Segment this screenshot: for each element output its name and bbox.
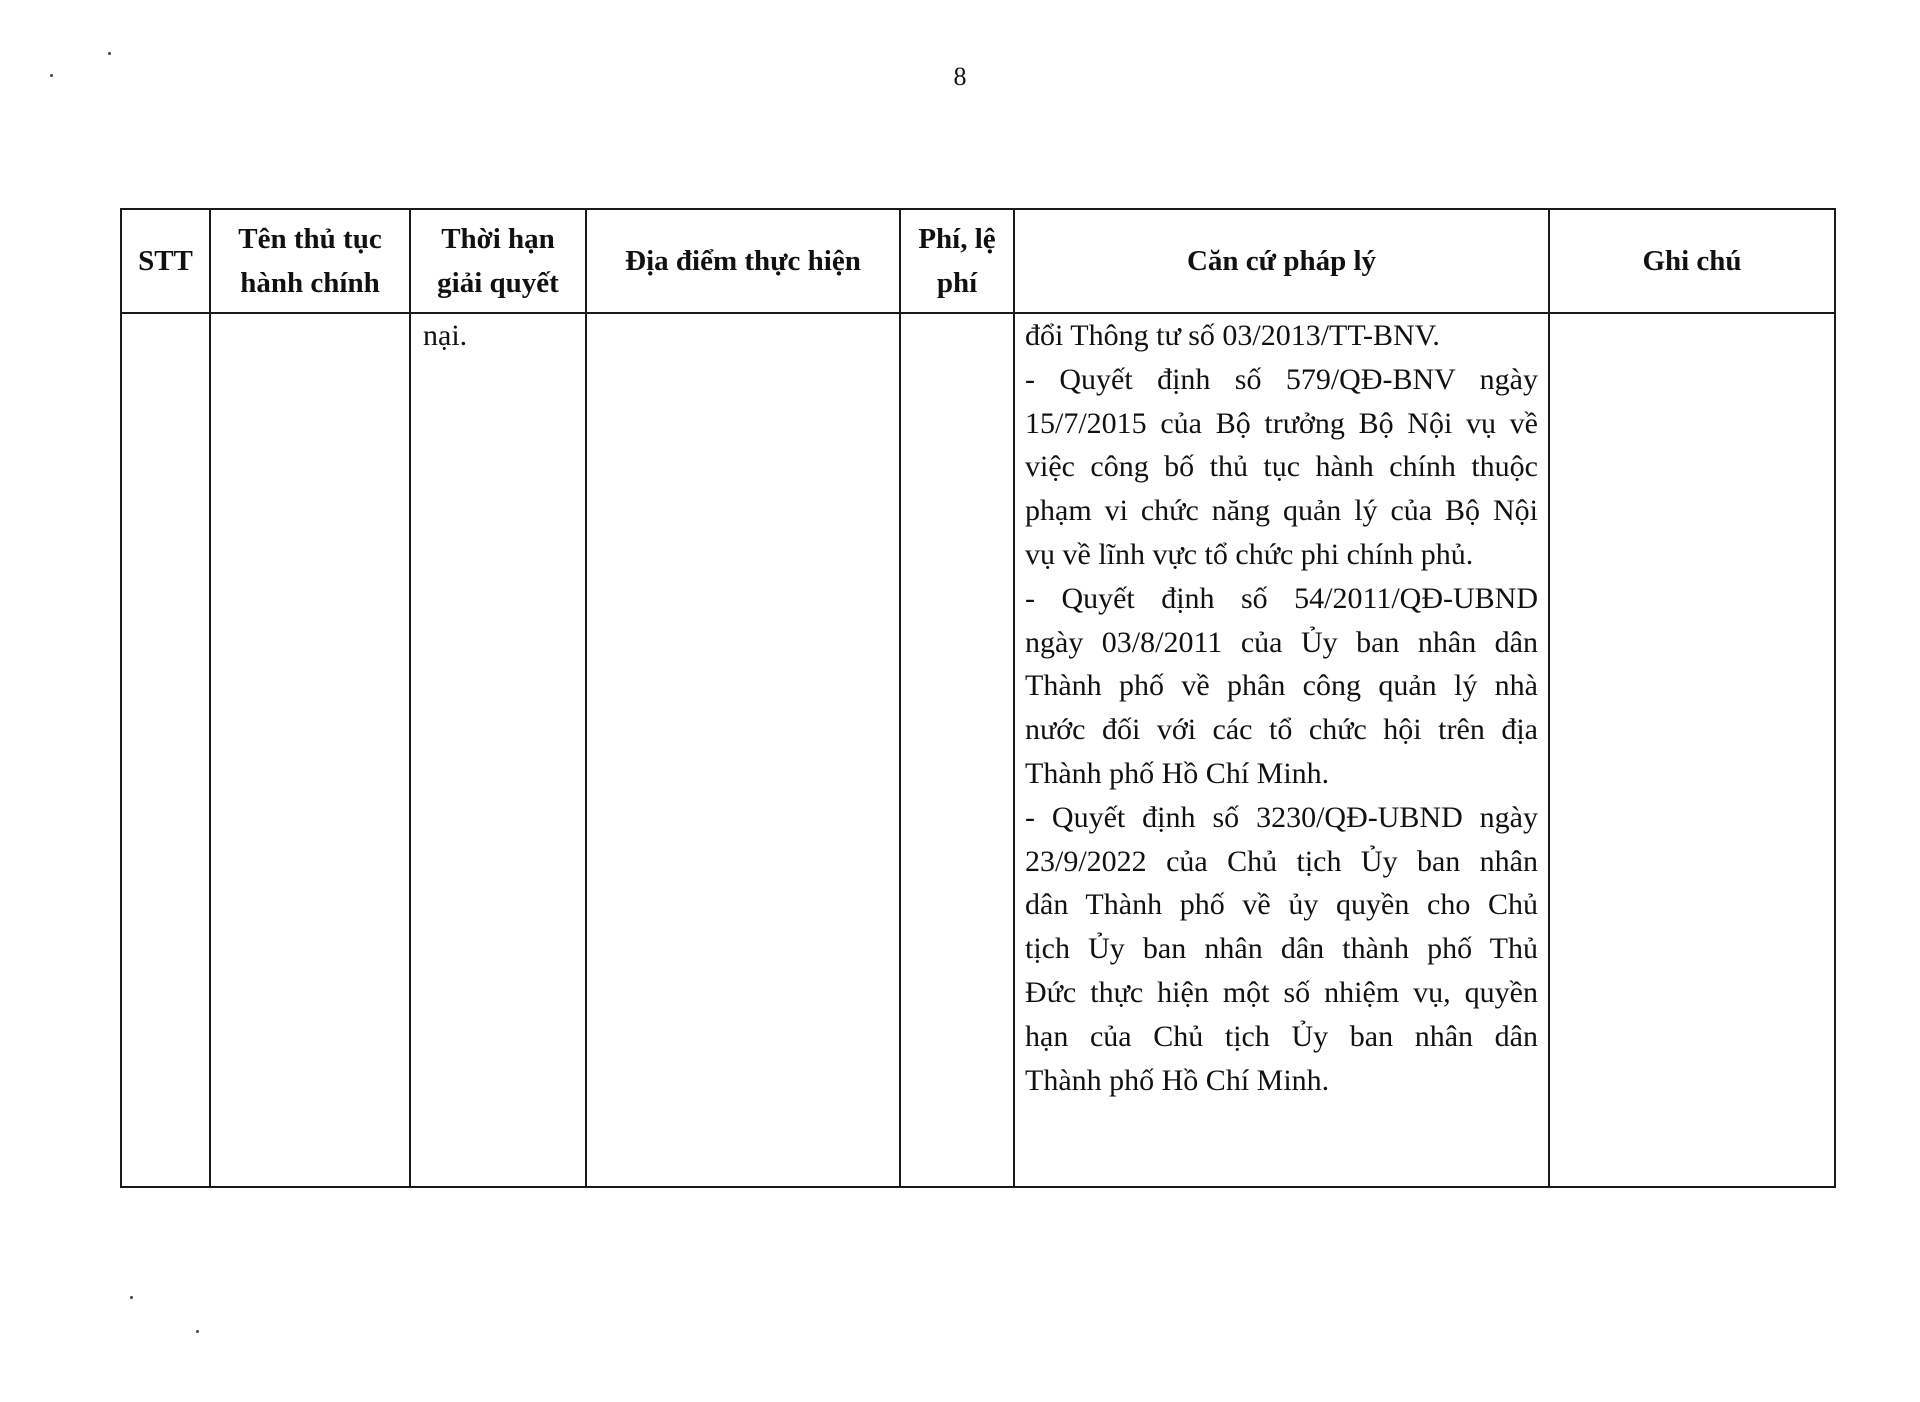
legal-basis-text [1015,314,1548,1102]
legal-basis-line: 23/9/2022 của Chủ tịch Ủy ban nhân [1025,844,1538,878]
legal-basis-line: - Quyết định số 579/QĐ-BNV ngày [1025,362,1538,396]
table-header-row [121,209,1835,313]
cell-location [586,313,900,1187]
cell-time-limit [410,313,586,1187]
legal-basis-line: phạm vi chức năng quản lý của Bộ Nội [1025,494,1538,528]
legal-basis-line: đổi Thông tư số 03/2013/TT-BNV. [1025,319,1440,352]
scan-speck [196,1330,199,1333]
legal-basis-line: Đức thực hiện một số nhiệm vụ, quyền [1025,975,1538,1009]
legal-basis-line: hạn của Chủ tịch Ủy ban nhân dân [1025,1019,1538,1053]
time-limit-text: nại. [423,319,468,352]
header-legal-basis: Căn cứ pháp lý [1014,209,1549,313]
legal-basis-line: dân Thành phố về ủy quyền cho Chủ [1025,888,1538,922]
cell-procedure-name [210,313,410,1187]
header-stt: STT [121,209,210,313]
header-fees: Phí, lệ phí [900,209,1014,313]
legal-basis-line: Thành phố Hồ Chí Minh. [1025,1063,1330,1097]
header-procedure-name: Tên thủ tục hành chính [210,209,410,313]
legal-basis-line: vụ về lĩnh vực tổ chức phi chính phủ. [1025,537,1474,571]
scan-speck [130,1296,133,1299]
scan-speck [108,52,111,55]
legal-basis-line: - Quyết định số 3230/QĐ-UBND ngày [1025,800,1538,834]
header-time-limit: Thời hạn giải quyết [410,209,586,313]
cell-notes [1549,313,1835,1187]
legal-basis-line: nước đối với các tổ chức hội trên địa [1025,713,1538,747]
legal-basis-line: Thành phố Hồ Chí Minh. [1025,756,1330,790]
legal-basis-line: Thành phố về phân công quản lý nhà [1025,669,1538,703]
page-number: 8 [953,62,967,91]
legal-basis-line: ngày 03/8/2011 của Ủy ban nhân dân [1025,625,1538,659]
cell-legal-basis [1014,313,1549,1187]
cell-stt [121,313,210,1187]
header-notes: Ghi chú [1549,209,1835,313]
legal-basis-line: việc công bố thủ tục hành chính thuộc [1025,450,1538,484]
scan-speck [50,74,53,77]
procedures-table [120,208,1836,1188]
header-location: Địa điểm thực hiện [586,209,900,313]
legal-basis-line: - Quyết định số 54/2011/QĐ-UBND [1025,581,1538,615]
legal-basis-line: tịch Ủy ban nhân dân thành phố Thủ [1025,932,1538,966]
legal-basis-line: 15/7/2015 của Bộ trưởng Bộ Nội vụ về [1025,406,1538,440]
cell-fees [900,313,1014,1187]
table-row [121,313,1835,1187]
